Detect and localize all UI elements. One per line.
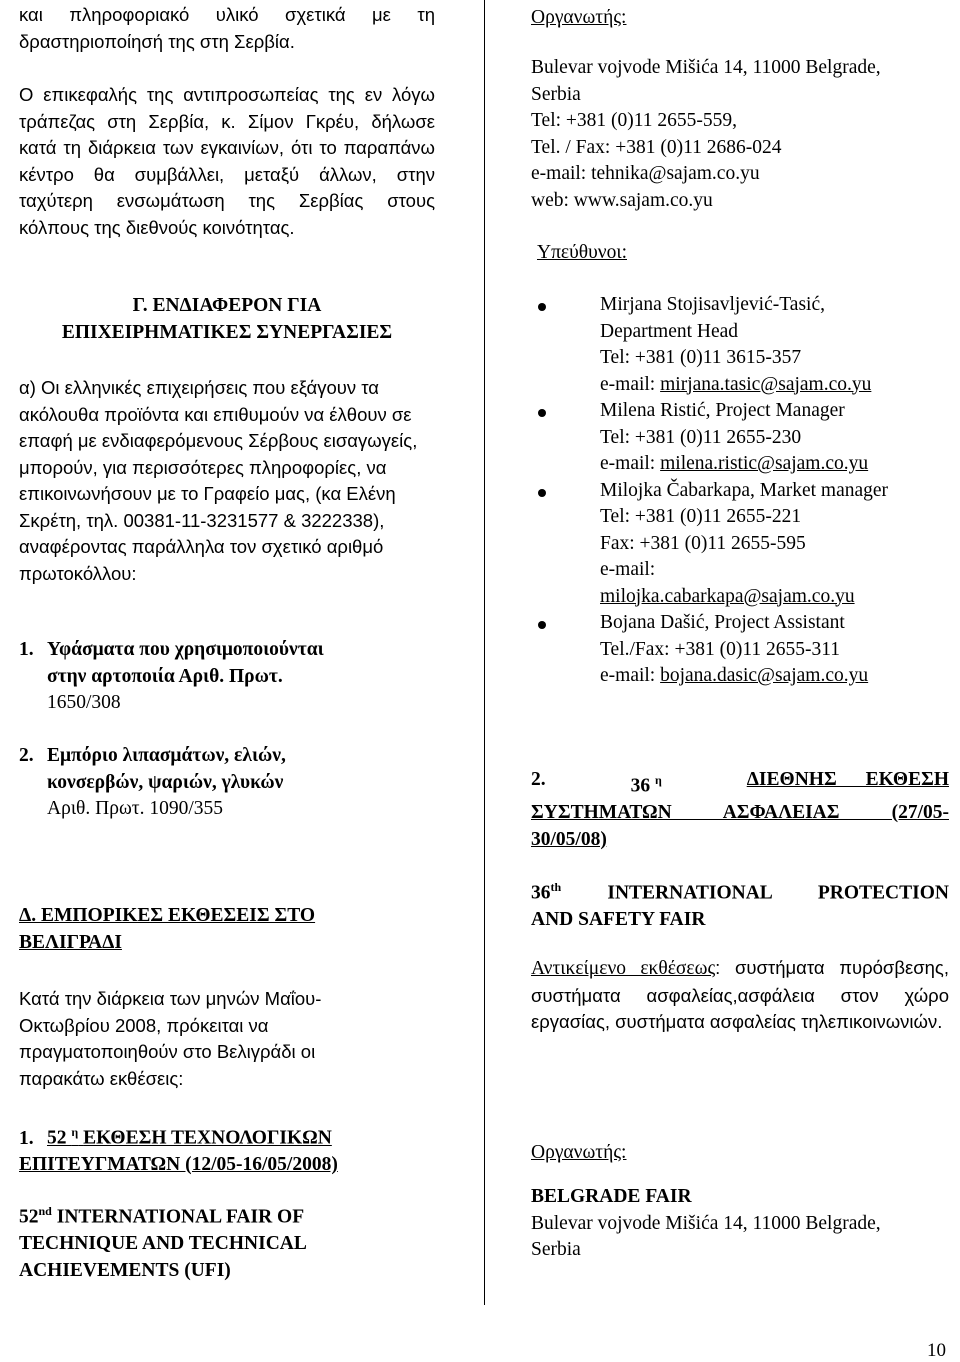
fair-2-organizer-label: Οργανωτής: [531, 1142, 627, 1163]
section-d-body: Κατά την διάρκεια των μηνών Μαΐου-Οκτωβρίου 2008, πρόκειται να πραγματοποιηθούν στο Βελιγράδι οι παρακάτω εκθέσεις: [19, 988, 322, 1089]
fair-2-organizer-country: Serbia [531, 1239, 581, 1260]
fair-1-ordinal: 52 [47, 1127, 67, 1149]
product-item-2-line-3: Αριθ. Πρωτ. 1090/355 [47, 798, 224, 819]
bullet-icon [538, 303, 546, 311]
section-g-heading [19, 293, 435, 346]
organizer-email[interactable]: e-mail: tehnika@sajam.co.yu [531, 163, 760, 184]
organizer-website[interactable]: web: www.sajam.co.yu [531, 189, 713, 211]
page-number: 10 [927, 1340, 946, 1361]
product-item-1-number: 1. [19, 639, 34, 660]
contact-item [531, 478, 949, 611]
intro-line-1: και πληροφοριακό υλικό σχετικά με τη [19, 4, 435, 25]
intro-paragraph: Ο επικεφαλής της αντιπροσωπείας της εν λόγω τράπεζας στη Σερβία, κ. Σίμον Γκρέυ, δήλωσε κατά τη διάρκεια των εγκαινίων, ότι το παραπάνω κέντρο θα συμβάλλει, μεταξύ άλλων, στην ταχύτερη ενσωμάτωση της Σερβίας στους κόλπους της διεθνούς κοινότητας. [19, 84, 435, 238]
contact-name: Mirjana Stojisavljević-Tasić, [600, 294, 825, 315]
fair-1-title-rest: ΕΚΘΕΣΗ ΤΕΧΝΟΛΟΓΙΚΩΝ [83, 1127, 332, 1149]
contact-item [531, 610, 949, 690]
contact-email-prefix: e-mail: [600, 665, 661, 686]
fair-2-ordinal-suffix: η [654, 773, 662, 787]
contact-email-link[interactable]: mirjana.tasic@sajam.co.yu [660, 373, 872, 395]
fair-2-object-text: συστήματα πυρόσβεσης, συστήματα ασφαλείας,ασφάλεια στον χώρο εργασίας, συστήματα ασφαλείας τηλεπικοινωνιών. [531, 957, 949, 1032]
fair-2-en-ordinal-suffix: th [550, 880, 562, 894]
product-item-2 [19, 743, 435, 823]
contact-email-prefix: e-mail: [600, 559, 656, 580]
contact-role: Department Head [600, 320, 739, 342]
product-item-1-line-2: στην αρτοποιία Αριθ. Πρωτ. [47, 665, 283, 687]
contact-item [531, 398, 949, 478]
fair-2-organizer-address: Bulevar vojvode Mišića 14, 11000 Belgrade, [531, 1212, 881, 1234]
contact-email-link[interactable]: milena.ristic@sajam.co.yu [660, 453, 869, 474]
contact-name: Milena Ristić, Project Manager [600, 400, 845, 421]
fair-2-object: Αντικείμενο εκθέσεως: συστήματα πυρόσβεσης, συστήματα ασφαλείας,ασφάλεια στον χώρο εργασίας, συστήματα ασφαλείας τηλεπικοινωνιών. [531, 957, 949, 1032]
contact-phone: Tel: +381 (0)11 3615-357 [600, 347, 802, 368]
contact-email-link[interactable]: milojka.cabarkapa@sajam.co.yu [600, 585, 855, 607]
fair-1-en-ordinal-suffix: nd [38, 1204, 52, 1218]
contacts-list [531, 292, 949, 690]
fair-2-en-title-rest: INTERNATIONAL PROTECTION [607, 882, 949, 904]
contact-email-prefix: e-mail: [600, 453, 661, 474]
intro-line-2: δραστηριοποίησή της στη Σερβία. [19, 30, 295, 52]
product-item-2-line-2: κονσερβών, ψαριών, γλυκών [47, 771, 284, 793]
section-g-heading-line-1: Γ. ΕΝΔΙΑΦΕΡΟΝ ΓΙΑ [132, 295, 322, 316]
organizer-phone: Tel: +381 (0)11 2655-559, [531, 110, 738, 131]
organizer-details [531, 55, 949, 214]
fair-2-ordinal: 36 [630, 775, 651, 797]
fair-2-en-ordinal: 36 [531, 882, 551, 904]
fair-2-en-line-2: AND SAFETY FAIR [531, 909, 706, 930]
section-d-heading [19, 903, 435, 956]
product-item-1 [19, 637, 435, 717]
fair-2-title-line-3: 30/05/08) [531, 828, 607, 850]
bullet-icon [538, 621, 546, 629]
fair-1-number: 1. [19, 1127, 34, 1149]
fair-1-english-title [19, 1198, 435, 1284]
fair-1-title-line-2: ΕΠΙΤΕΥΓΜΑΤΩΝ (12/05-16/05/2008) [19, 1154, 338, 1175]
fair-2-english-title [531, 874, 949, 934]
fair-1-ordinal-suffix: η [71, 1125, 79, 1139]
contact-phone: Tel: +381 (0)11 2655-230 [600, 426, 802, 448]
organizer-label: Οργανωτής: [531, 7, 627, 28]
contact-email-link[interactable]: bojana.dasic@sajam.co.yu [660, 665, 869, 686]
contact-item [531, 292, 949, 398]
fair-2-greek-title [531, 767, 949, 853]
contact-name: Milojka Čabarkapa, Market manager [600, 479, 889, 501]
section-g-heading-line-2: ΕΠΙΧΕΙΡΗΜΑΤΙΚΕΣ ΣΥΝΕΡΓΑΣΙΕΣ [61, 321, 393, 343]
section-d-heading-line-1: Δ. ΕΜΠΟΡΙΚΕΣ ΕΚΘΕΣΕΙΣ ΣΤΟ [19, 905, 316, 926]
intro-continuation [19, 2, 435, 55]
contact-name: Bojana Dašić, Project Assistant [600, 612, 845, 633]
fair-2-number: 2. [531, 769, 546, 790]
bullet-icon [538, 489, 546, 497]
bullet-icon [538, 409, 546, 417]
fair-1-en-line-3: ACHIEVEMENTS (UFI) [19, 1259, 231, 1281]
fair-1-en-title-rest: INTERNATIONAL FAIR OF [56, 1206, 305, 1228]
product-item-2-number: 2. [19, 745, 34, 766]
contact-phone-fax: Tel./Fax: +381 (0)11 2655-311 [600, 638, 840, 660]
fair-2-object-label: Αντικείμενο εκθέσεως [531, 958, 716, 979]
product-item-2-line-1: Εμπόριο λιπασμάτων, ελιών, [47, 745, 286, 766]
product-item-1-line-1: Υφάσματα που χρησιμοποιούνται [47, 639, 324, 660]
column-divider [484, 0, 485, 1305]
product-item-1-line-3: 1650/308 [47, 692, 121, 713]
organizer-address: Bulevar vojvode Mišića 14, 11000 Belgrade, [531, 57, 881, 78]
responsible-label: Υπεύθυνοι: [537, 242, 627, 263]
organizer-country: Serbia [531, 83, 581, 105]
contact-fax: Fax: +381 (0)11 2655-595 [600, 532, 806, 554]
fair-2-title-rest: ΔΙΕΘΝΗΣ ΕΚΘΕΣΗ [746, 769, 949, 790]
section-g-body: α) Οι ελληνικές επιχειρήσεις που εξάγουν τα ακόλουθα προϊόντα και επιθυμούν να έλθουν σε επαφή με ενδιαφερόμενους Σέρβους εισαγωγείς, μπορούν, για περισσότερες πληροφορίες, να επικοινωνήσουν με το Γραφείο μας, (κα Ελένη Σκρέτη, τηλ. 00381-11-3231577 & 3222338), αναφέροντας παράλληλα τον σχετικό αριθμό πρωτοκόλλου: [19, 377, 418, 584]
fair-2-organizer-details [531, 1184, 949, 1264]
section-d-heading-line-2: ΒΕΛΙΓΡΑΔΙ [19, 931, 122, 953]
fair-1-en-ordinal: 52 [19, 1206, 39, 1228]
organizer-fax: Tel. / Fax: +381 (0)11 2686-024 [531, 136, 782, 158]
contact-phone: Tel: +381 (0)11 2655-221 [600, 506, 802, 527]
fair-1-en-line-2: TECHNIQUE AND TECHNICAL [19, 1233, 307, 1254]
fair-2-title-line-2: ΣΥΣΤΗΜΑΤΩΝ ΑΣΦΑΛΕΙΑΣ (27/05- [531, 802, 949, 823]
fair-1-greek-title [19, 1119, 435, 1179]
contact-email-prefix: e-mail: [600, 373, 661, 395]
fair-2-organizer-name: BELGRADE FAIR [531, 1186, 692, 1207]
